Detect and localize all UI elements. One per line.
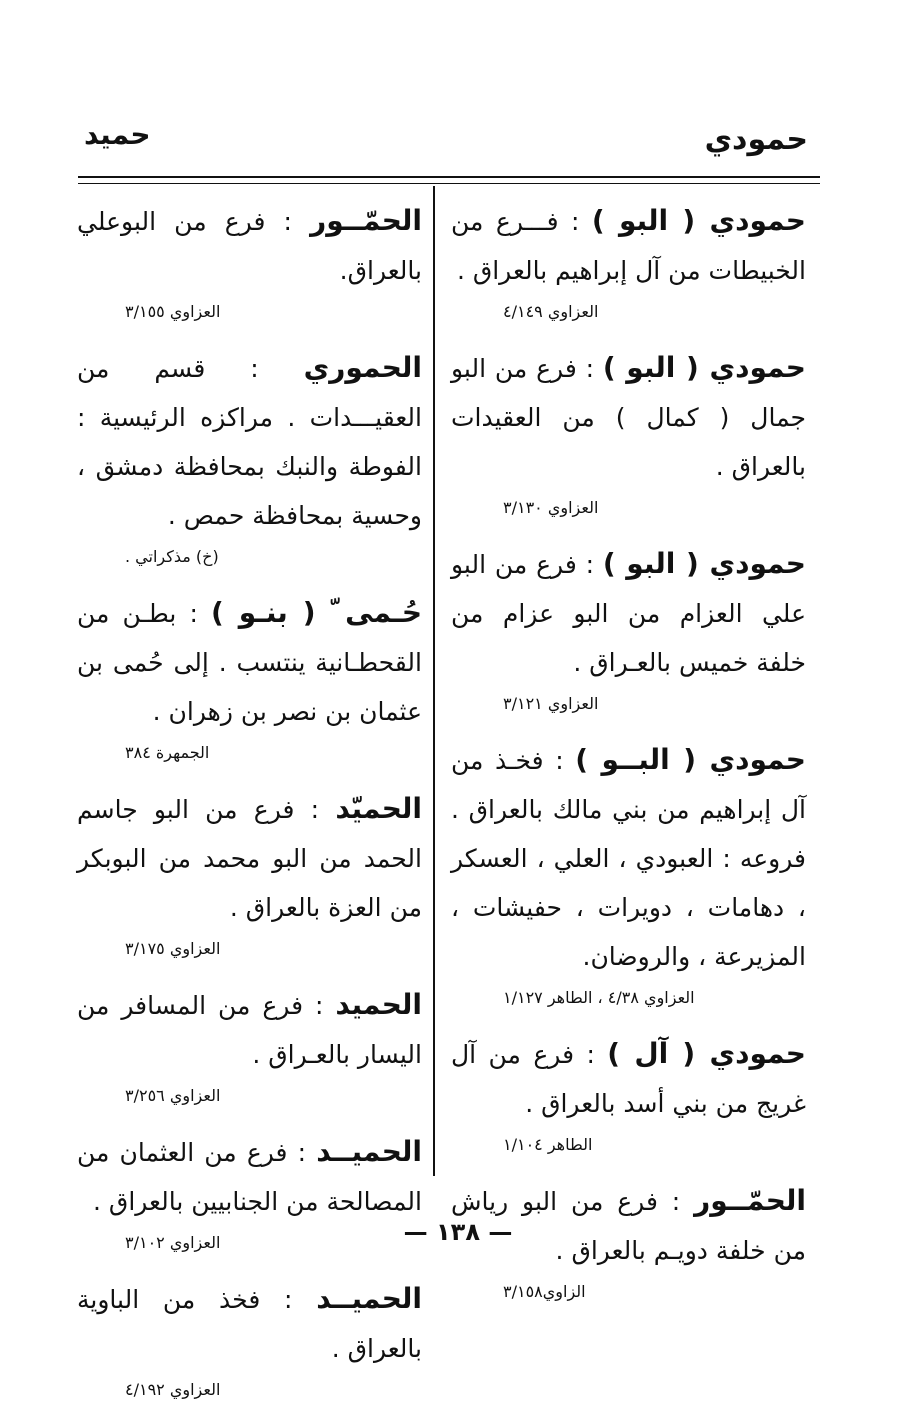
entry-headword: الحموري [303, 351, 422, 384]
entry-text [77, 196, 422, 295]
column-divider [433, 186, 435, 1176]
entry-text [451, 735, 806, 981]
entry-reference: العزاوي ٣/١٥٥ [125, 302, 221, 321]
dictionary-entry [77, 196, 422, 325]
entry-definition: : فرع من البوعلي بالعراق. [77, 207, 422, 285]
entry-headword: حمودي ( البــو ) [575, 743, 806, 776]
entry-headword: الحميد [335, 988, 422, 1021]
running-header-right: حمودي [704, 122, 808, 157]
entry-headword: حُـمى ّ ( بنـو ) [211, 596, 423, 629]
dictionary-entry [77, 588, 422, 766]
entry-definition: : قسم من العقيـــدات . مراكزه الرئيسية : الفوطة والنبك بمحافظة دمشق ، وحسية بمحافظة حمص . [77, 354, 422, 530]
entry-headword: الحميّد [335, 792, 422, 825]
entry-reference: العزاوي ٣/١٢١ [503, 694, 599, 713]
entry-definition: : فخذ من الباوية بالعراق . [77, 1285, 422, 1363]
dictionary-entry [77, 784, 422, 962]
entry-reference: العزاوي ٤/٣٨ ، الطاهر ١/١٢٧ [503, 988, 695, 1007]
dictionary-entry [451, 196, 806, 325]
entry-headword: حمودي ( آل ) [607, 1037, 806, 1070]
entry-definition: : فرع من المسافر من اليسار بالعـراق . [77, 991, 422, 1069]
entry-text [77, 980, 422, 1079]
entry-text [77, 784, 422, 932]
entry-definition: : بطـن من القحطـانية ينتسب . إلى حُمى بن عثمان بن نصر بن زهران . [77, 599, 422, 726]
entry-reference: العزاوي ٣/٢٥٦ [125, 1086, 221, 1105]
running-header-left: حميد [84, 118, 151, 151]
entry-reference: العزاوي ٣/١٣٠ [503, 498, 599, 517]
entry-reference: (خ) مذكراتي . [125, 547, 219, 566]
dictionary-entry [77, 980, 422, 1109]
entry-definition: : فرع من العثمان من المصالحة من الجنابيين بالعراق . [77, 1138, 422, 1216]
entry-text [451, 196, 806, 295]
entry-reference: الزاوي٣/١٥٨ [503, 1282, 586, 1301]
entry-text [451, 343, 806, 491]
entry-definition: : فـــرع من الخبيطات من آل إبراهيم بالعراق . [451, 207, 806, 285]
dictionary-entry [77, 1274, 422, 1403]
right-column [451, 196, 806, 1323]
entry-headword: حمودي ( البو ) [602, 351, 806, 384]
entry-headword: الحمّــور [694, 1184, 806, 1217]
dictionary-entry [451, 343, 806, 521]
header-rule-thin [78, 183, 820, 184]
entry-text [451, 1029, 806, 1128]
entry-headword: الحميــد [316, 1135, 422, 1168]
entry-definition: : فرع من البو جاسم الحمد من البو محمد من البوبكر من العزة بالعراق . [77, 795, 422, 922]
entry-headword: حمودي ( البو ) [602, 547, 806, 580]
dictionary-entry [451, 1029, 806, 1158]
entry-reference: الجمهرة ٣٨٤ [125, 743, 210, 762]
entry-text [77, 343, 422, 540]
entry-reference: العزاوي ٣/١٧٥ [125, 939, 221, 958]
entry-headword: الحميــد [316, 1282, 422, 1315]
entry-text [77, 588, 422, 736]
entry-reference: العزاوي ٤/١٤٩ [503, 302, 599, 321]
header-rule-thick [78, 176, 820, 178]
entry-definition: : فرع من البو رياش من خلفة دويـم بالعراق . [451, 1187, 806, 1265]
entry-text [77, 1127, 422, 1226]
entry-headword: حمودي ( البو ) [591, 204, 806, 237]
dictionary-entry [77, 343, 422, 570]
entry-text [451, 539, 806, 687]
entry-definition: : فرع من آل غريج من بني أسد بالعراق . [451, 1040, 806, 1118]
entry-reference: العزاوي ٣/١٠٢ [125, 1233, 221, 1252]
entry-reference: العزاوي ٤/١٩٢ [125, 1380, 221, 1399]
dictionary-entry [451, 539, 806, 717]
entry-text [77, 1274, 422, 1373]
entry-definition: : فرع من البو علي العزام من البو عزام من خلفة خميس بالعـراق . [451, 550, 806, 677]
entry-headword: الحمّــور [310, 204, 422, 237]
entry-definition: : فخـذ من آل إبراهيم من بني مالك بالعراق . فروعه : العبودي ، العلي ، العسكر ، دهامات ، دويرات ، حفيشات ، المزيرعة ، والروضان. [451, 746, 806, 971]
page-number: — ١٣٨ — [403, 1218, 513, 1246]
entry-reference: الطاهر ١/١٠٤ [503, 1135, 593, 1154]
dictionary-entry [451, 735, 806, 1011]
entry-definition: : فرع من البو جمال ( كمال ) من العقيدات بالعراق . [451, 354, 806, 481]
